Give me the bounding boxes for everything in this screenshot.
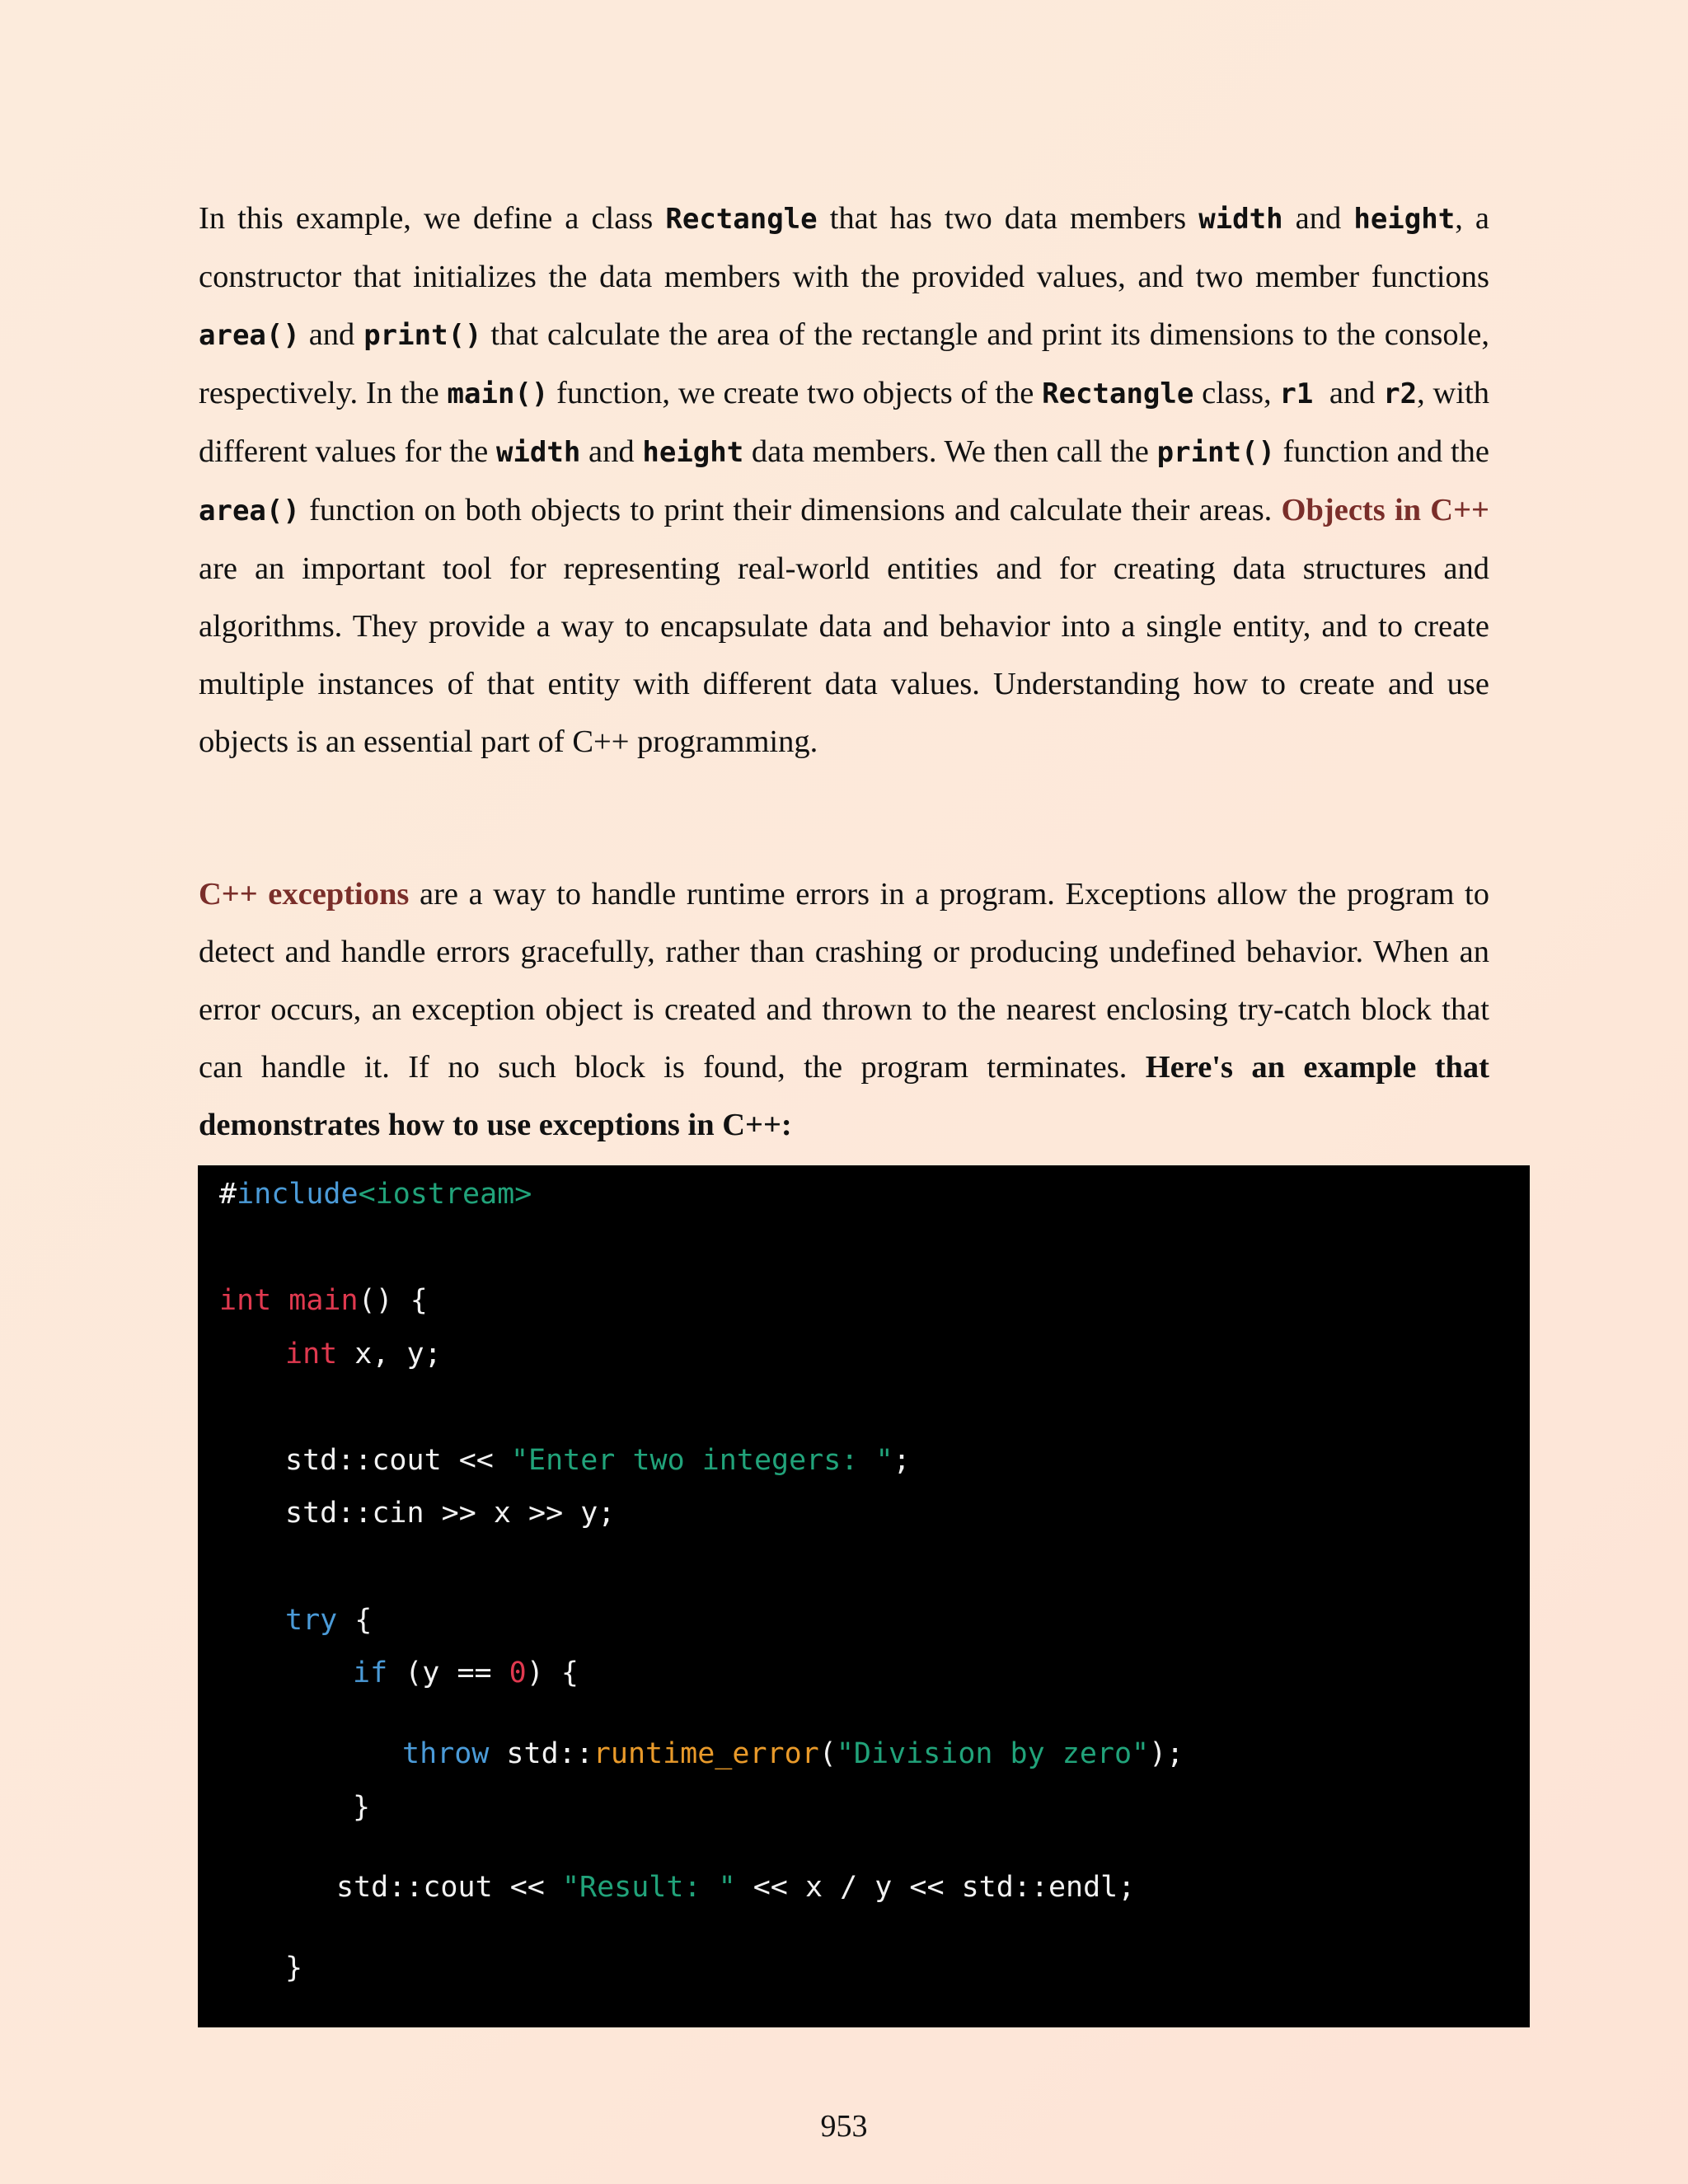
- code-token: "Result: ": [561, 1871, 736, 1904]
- code-line-declare: [285, 1335, 442, 1373]
- code-line-cout-prompt: [285, 1441, 911, 1479]
- code-line-try: [285, 1601, 372, 1639]
- code-token: << x / y << std::endl;: [735, 1871, 1136, 1904]
- code-line-include: [219, 1175, 532, 1213]
- paragraph-exceptions-intro: [199, 865, 1489, 1154]
- code-token: if: [353, 1657, 388, 1690]
- inline-code: height: [642, 436, 744, 469]
- text-run: are a way to handle runtime errors in a program. Exceptions allow the program to detect and handle errors gracefully, rather than crashing or producing undefined behavior. When an error occurs, an exception object is created and thrown to the nearest enclosing try-catch block that can handle it. If no such block is found, the program terminates.: [199, 877, 1489, 1085]
- code-token: std::: [489, 1737, 593, 1770]
- code-token: (y ==: [387, 1657, 509, 1690]
- code-token: int: [219, 1284, 272, 1317]
- code-block: [198, 1165, 1530, 2027]
- highlight-term-objects: Objects in C++: [1281, 493, 1489, 527]
- code-token: #: [219, 1178, 237, 1211]
- text-run: In this example, we define a class: [199, 201, 666, 236]
- text-run: function and the: [1274, 434, 1489, 469]
- inline-code: main(): [447, 377, 549, 410]
- inline-code: r2: [1383, 377, 1418, 410]
- code-token: {: [337, 1604, 373, 1637]
- inline-code: height: [1353, 203, 1456, 236]
- text-run: and: [580, 434, 643, 469]
- code-token: try: [285, 1604, 338, 1637]
- inline-code: Rectangle: [665, 203, 818, 236]
- text-run: , a constructor that initializes the data members with the provided values, and two member functions: [199, 201, 1489, 294]
- code-line-cin: [285, 1494, 615, 1532]
- text-run: and: [1282, 201, 1354, 236]
- text-run: data members. We then call the: [743, 434, 1157, 469]
- code-line-main: [219, 1282, 428, 1319]
- code-token: include: [237, 1178, 359, 1211]
- text-run: are an important tool for representing real-world entities and for creating data structures and algorithms. They provide a way to encapsulate data and behavior into a single entity, and to create multiple instances of that entity with different data values. Understanding how to create and use objects is an essential part of C++ programming.: [199, 551, 1489, 759]
- text-run: and: [1313, 376, 1384, 410]
- code-token: ) {: [526, 1657, 579, 1690]
- code-token: throw: [402, 1737, 490, 1770]
- code-line-close-if: [353, 1788, 370, 1826]
- inline-code: width: [495, 436, 581, 469]
- paragraph-rectangle-explanation: [199, 190, 1489, 771]
- text-run: function on both objects to print their dimensions and calculate their areas.: [299, 493, 1282, 527]
- code-token: std::cin >> x >> y;: [285, 1497, 616, 1530]
- bold-example-lead: Here's an example that demonstrates how to use exceptions in C++:: [199, 1050, 1489, 1142]
- code-token: "Division by zero": [836, 1737, 1150, 1770]
- text-run: that has two data members: [817, 201, 1199, 236]
- page-number: 953: [820, 2109, 868, 2144]
- inline-code: print(): [1156, 436, 1275, 469]
- code-token: std::cout <<: [336, 1871, 562, 1904]
- text-run: and: [299, 317, 364, 352]
- code-token: x, y;: [337, 1338, 442, 1371]
- code-token: main: [271, 1284, 359, 1317]
- code-token: ;: [893, 1444, 911, 1477]
- code-token: runtime_error: [593, 1737, 819, 1770]
- code-token: );: [1149, 1737, 1184, 1770]
- code-token: 0: [509, 1657, 527, 1690]
- inline-code: width: [1198, 203, 1283, 236]
- code-token: int: [285, 1338, 338, 1371]
- inline-code: print(): [363, 319, 482, 352]
- inline-code: area(): [199, 494, 300, 527]
- inline-code: area(): [199, 319, 300, 352]
- highlight-term-exceptions: C++ exceptions: [199, 877, 410, 912]
- text-run: class,: [1193, 376, 1280, 410]
- code-line-throw: [402, 1735, 1184, 1773]
- text-run: that calculate the area of the rectangle and print its dimensions to the console, respectively. In the: [199, 317, 1489, 410]
- code-token: () {: [358, 1284, 428, 1317]
- inline-code: r1: [1279, 377, 1314, 410]
- code-token: "Enter two integers: ": [510, 1444, 893, 1477]
- code-token: std::cout <<: [285, 1444, 511, 1477]
- inline-code: Rectangle: [1042, 377, 1194, 410]
- code-token: (: [818, 1737, 837, 1770]
- code-token: <iostream>: [358, 1178, 532, 1211]
- text-run: , with different values for the: [199, 376, 1489, 469]
- text-run: function, we create two objects of the: [548, 376, 1043, 410]
- code-line-cout-result: [336, 1868, 1135, 1906]
- code-line-close-try: [285, 1949, 302, 1987]
- code-line-if: [353, 1654, 579, 1692]
- code-token: }: [353, 1791, 371, 1824]
- code-token: }: [285, 1952, 303, 1985]
